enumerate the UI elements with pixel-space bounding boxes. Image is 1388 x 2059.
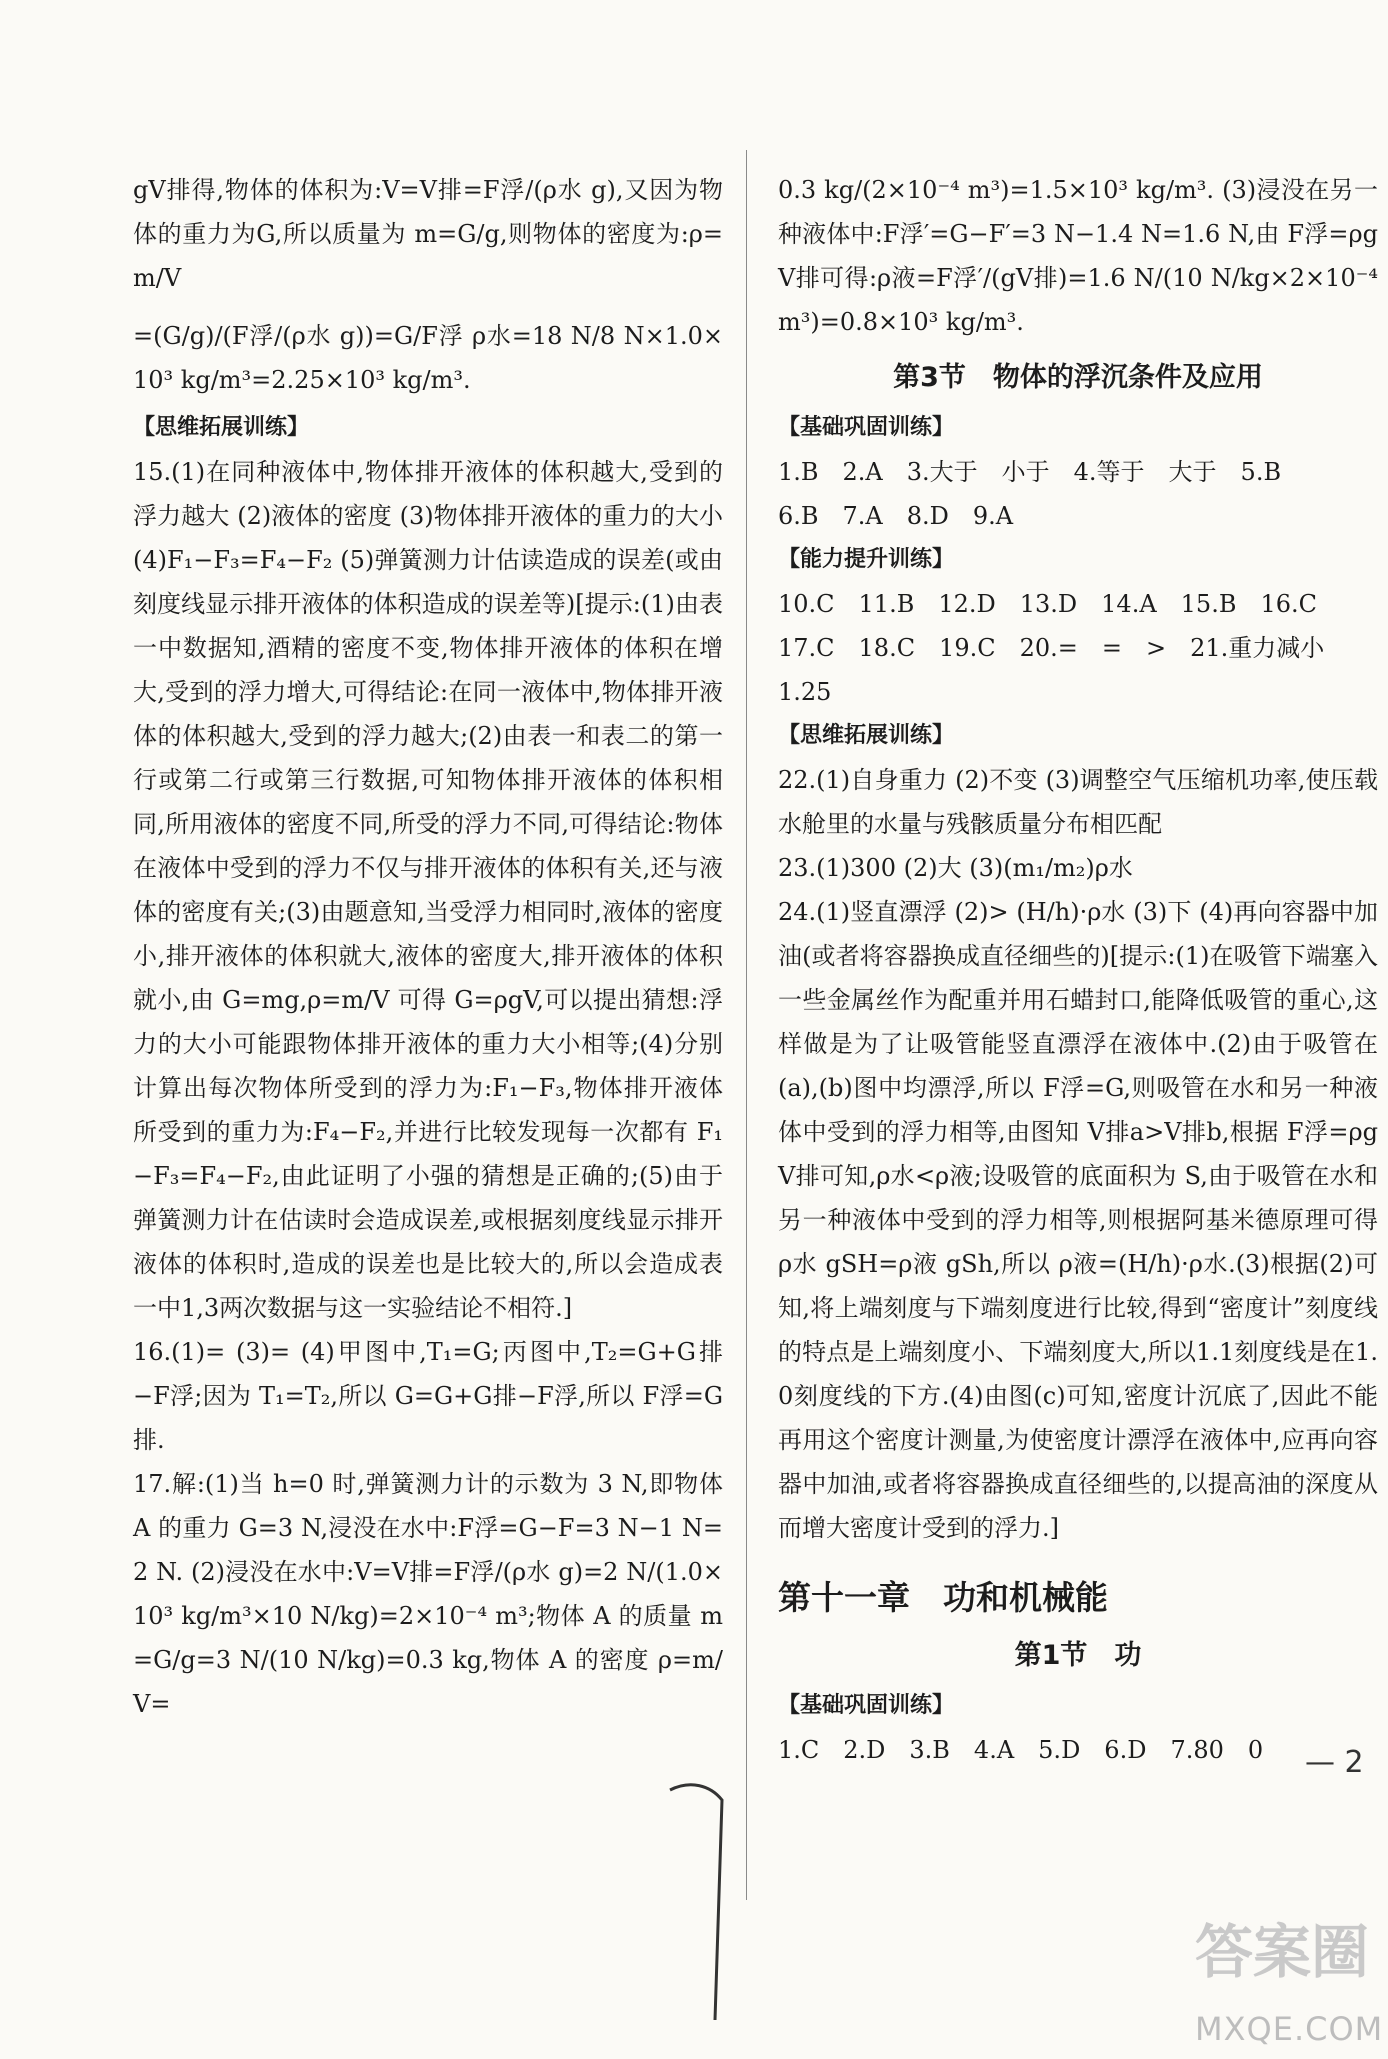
left-column xyxy=(133,168,723,1726)
page-number: — 2 xyxy=(1305,1745,1364,1780)
right-column xyxy=(778,168,1378,1772)
answer-15: 15.(1)在同种液体中,物体排开液体的体积越大,受到的浮力越大 (2)液体的密度 (3)物体排开液体的重力的大小 (4)F₁−F₃=F₄−F₂ (5)弹簧测力计估读造成的误差(或由刻度线显示排开液体的体积造成的误差等)[提示:(1)由表一中数据知,酒精的密度不变,物体排开液体的体积在增大,受到的浮力增大,可得结论:在同一液体中,物体排开液体的体积越大,受到的浮力越大;(2)由表一和表二的第一行或第二行或第三行数据,可知物体排开液体的体积相同,所用液体的密度不同,所受的浮力不同,可得结论:物体在液体中受到的浮力不仅与排开液体的体积有关,还与液体的密度有关;(3)由题意知,当受浮力相同时,液体的密度小,排开液体的体积就大,液体的密度大,排开液体的体积就小,由 G=mg,ρ=m/V 可得 G=ρgV,可以提出猜想:浮力的大小可能跟物体排开液体的重力大小相等;(4)分别计算出每次物体所受到的浮力为:F₁−F₃,物体排开液体所受到的重力为:F₄−F₂,并进行比较发现每一次都有 F₁−F₃=F₄−F₂,由此证明了小强的猜想是正确的;(5)由于弹簧测力计在估读时会造成误差,或根据刻度线显示排开液体的体积时,造成的误差也是比较大的,所以会造成表一中1,3两次数据与这一实验结论不相符.] xyxy=(133,458,723,1322)
pen-stroke-mark xyxy=(660,1770,750,2030)
answer-22: 22.(1)自身重力 (2)不变 (3)调整空气压缩机功率,使压载水舱里的水量与残骸质量分布相匹配 xyxy=(778,766,1378,838)
column-divider xyxy=(746,150,747,1900)
section-heading-thinking: 【思维拓展训练】 xyxy=(133,415,310,440)
answer-16: 16.(1)= (3)= (4)甲图中,T₁=G;丙图中,T₂=G+G排−F浮;因为 T₁=T₂,所以 G=G+G排−F浮,所以 F浮=G排. xyxy=(133,1338,723,1454)
section-3-title: 第3节 物体的浮沉条件及应用 xyxy=(893,362,1263,393)
section-heading-basic-2: 【基础巩固训练】 xyxy=(778,1693,955,1718)
watermark-logo: 答案圈 xyxy=(1195,1918,1370,1986)
answers-17-21: 17.C 18.C 19.C 20.= = > 21.重力减小 xyxy=(778,634,1325,662)
section-heading-basic: 【基础巩固训练】 xyxy=(778,415,955,440)
answers-10-16: 10.C 11.B 12.D 13.D 14.A 15.B 16.C xyxy=(778,590,1317,618)
q17-continued: 0.3 kg/(2×10⁻⁴ m³)=1.5×10³ kg/m³. (3)浸没在另一种液体中:F浮′=G−F′=3 N−1.4 N=1.6 N,由 F浮=ρgV排可得:ρ液=F浮′/(gV排)=1.6 N/(10 N/kg×2×10⁻⁴ m³)=0.8×10³ kg/m³. xyxy=(778,176,1378,336)
q14-density-result: =(G/g)/(F浮/(ρ水 g))=G/F浮 ρ水=18 N/8 N×1.0×10³ kg/m³=2.25×10³ kg/m³. xyxy=(133,322,723,394)
answers-ch11-1-7: 1.C 2.D 3.B 4.A 5.D 6.D 7.80 0 xyxy=(778,1736,1264,1764)
section-1-title: 第1节 功 xyxy=(1014,1640,1142,1671)
answers-1-5: 1.B 2.A 3.大于 小于 4.等于 大于 5.B xyxy=(778,458,1282,486)
section-heading-ability: 【能力提升训练】 xyxy=(778,547,955,572)
answers-6-9: 6.B 7.A 8.D 9.A xyxy=(778,502,1014,530)
watermark-url: MXQE.COM xyxy=(1195,2010,1384,2048)
answer-17: 17.解:(1)当 h=0 时,弹簧测力计的示数为 3 N,即物体 A 的重力 G=3 N,浸没在水中:F浮=G−F=3 N−1 N=2 N. (2)浸没在水中:V=V排=F浮/(ρ水 g)=2 N/(1.0×10³ kg/m³×10 N/kg)=2×10⁻⁴ m³;物体 A 的质量 m=G/g=3 N/(10 N/kg)=0.3 kg,物体 A 的密度 ρ=m/V= xyxy=(133,1470,723,1718)
answer-21-value: 1.25 xyxy=(778,678,832,706)
chapter-11-title: 第十一章 功和机械能 xyxy=(778,1578,1108,1617)
answer-23: 23.(1)300 (2)大 (3)(m₁/m₂)ρ水 xyxy=(778,854,1133,882)
q14-continued: gV排得,物体的体积为:V=V排=F浮/(ρ水 g),又因为物体的重力为G,所以质量为 m=G/g,则物体的密度为:ρ=m/V xyxy=(133,176,723,292)
answer-24: 24.(1)竖直漂浮 (2)> (H/h)·ρ水 (3)下 (4)再向容器中加油(或者将容器换成直径细些的)[提示:(1)在吸管下端塞入一些金属丝作为配重并用石蜡封口,能降低吸管的重心,这样做是为了让吸管能竖直漂浮在液体中.(2)由于吸管在(a),(b)图中均漂浮,所以 F浮=G,则吸管在水和另一种液体中受到的浮力相等,由图知 V排a>V排b,根据 F浮=ρgV排可知,ρ水<ρ液;设吸管的底面积为 S,由于吸管在水和另一种液体中受到的浮力相等,则根据阿基米德原理可得 ρ水 gSH=ρ液 gSh,所以 ρ液=(H/h)·ρ水.(3)根据(2)可知,将上端刻度与下端刻度进行比较,得到“密度计”刻度线的特点是上端刻度小、下端刻度大,所以1.1刻度线是在1.0刻度线的下方.(4)由图(c)可知,密度计沉底了,因此不能再用这个密度计测量,为使密度计漂浮在液体中,应再向容器中加油,或者将容器换成直径细些的,以提高油的深度从而增大密度计受到的浮力.] xyxy=(778,898,1378,1542)
section-heading-thinking-2: 【思维拓展训练】 xyxy=(778,723,955,748)
